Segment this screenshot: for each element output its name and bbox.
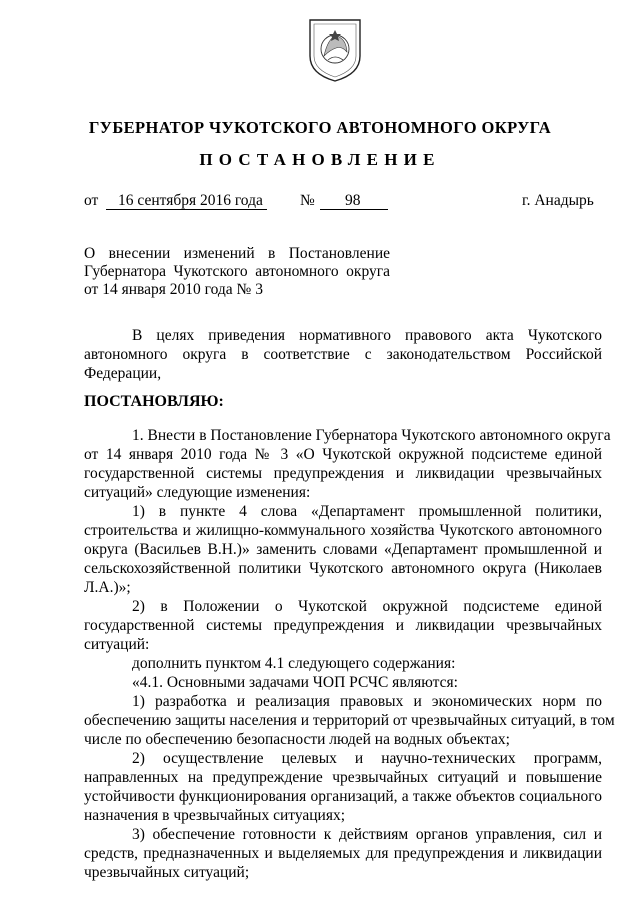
body-line: 1) в пункте 4 слова «Департамент промышленной политики, (132, 503, 602, 520)
body-line: средств, предназначенных и выделяемых для предупреждения и ликвидации (84, 845, 602, 862)
preamble-line: Федерации, (84, 365, 162, 382)
number-label: № (300, 192, 315, 209)
body-line: направленных на предупреждение чрезвычайных ситуаций и повышение (84, 769, 602, 786)
body-line: 1) разработка и реализация правовых и экономических норм по (132, 693, 602, 710)
body-line: 2) в Положении о Чукотской окружной подсистеме единой (132, 598, 602, 615)
preamble-line: В целях приведения нормативного правового акта Чукотского (132, 327, 602, 344)
decree-subject-line: О внесении изменений в Постановление (84, 245, 390, 262)
number-underline (320, 209, 388, 210)
decree-subject-line: Губернатора Чукотского автономного округа (84, 263, 390, 280)
body-line: сельскохозяйственной политики Чукотского автономного округа (Николаев (84, 560, 602, 577)
body-line: 2) осуществление целевых и научно-технических программ, (132, 750, 602, 767)
body-line: 1. Внести в Постановление Губернатора Чукотского автономного округа (132, 427, 611, 444)
body-line: чрезвычайных ситуаций; (84, 864, 250, 881)
resolve-heading: ПОСТАНОВЛЯЮ: (84, 393, 224, 410)
body-line: обеспечению защиты населения и территорий от чрезвычайных ситуаций, в том (84, 712, 615, 729)
body-line: округа (Васильев В.Н.)» заменить словами «Департамент промышленной и (84, 541, 602, 558)
date-underline (106, 209, 267, 210)
decree-date: 16 сентября 2016 года (118, 192, 263, 209)
body-line: ситуаций: (84, 636, 150, 653)
body-line: дополнить пунктом 4.1 следующего содержания: (132, 655, 456, 672)
preamble-line: автономного округа в соответствие с законодательством Российской (84, 346, 602, 363)
decree-title: ПОСТАНОВЛЕНИЕ (199, 150, 441, 169)
body-line: государственной системы предупреждения и ликвидации чрезвычайных (84, 617, 602, 634)
decree-subject-line: от 14 января 2010 года № 3 (84, 281, 263, 298)
body-line: строительства и жилищно-коммунального хозяйства Чукотского автономного (84, 522, 602, 539)
from-label: от (84, 192, 99, 209)
decree-number: 98 (345, 192, 361, 209)
body-line: назначения в чрезвычайных ситуациях; (84, 807, 346, 824)
body-line: числе по обеспечению безопасности людей на водных объектах; (84, 731, 510, 748)
city: г. Анадырь (522, 192, 594, 209)
body-line: устойчивости функционирования организаций, а также объектов социального (84, 788, 602, 805)
body-line: «4.1. Основными задачами ЧОП РСЧС являются: (132, 674, 458, 691)
body-line: Л.А.)»; (84, 579, 131, 596)
body-line: от 14 января 2010 года № 3 «О Чукотской окружной подсистеме единой (84, 446, 602, 463)
body-line: 3) обеспечение готовности к действиям органов управления, сил и (132, 826, 602, 843)
body-line: ситуаций» следующие изменения: (84, 484, 311, 501)
body-line: государственной системы предупреждения и ликвидации чрезвычайных (84, 465, 602, 482)
governor-heading: ГУБЕРНАТОР ЧУКОТСКОГО АВТОНОМНОГО ОКРУГА (88, 118, 552, 137)
coat-of-arms-emblem (306, 16, 364, 84)
